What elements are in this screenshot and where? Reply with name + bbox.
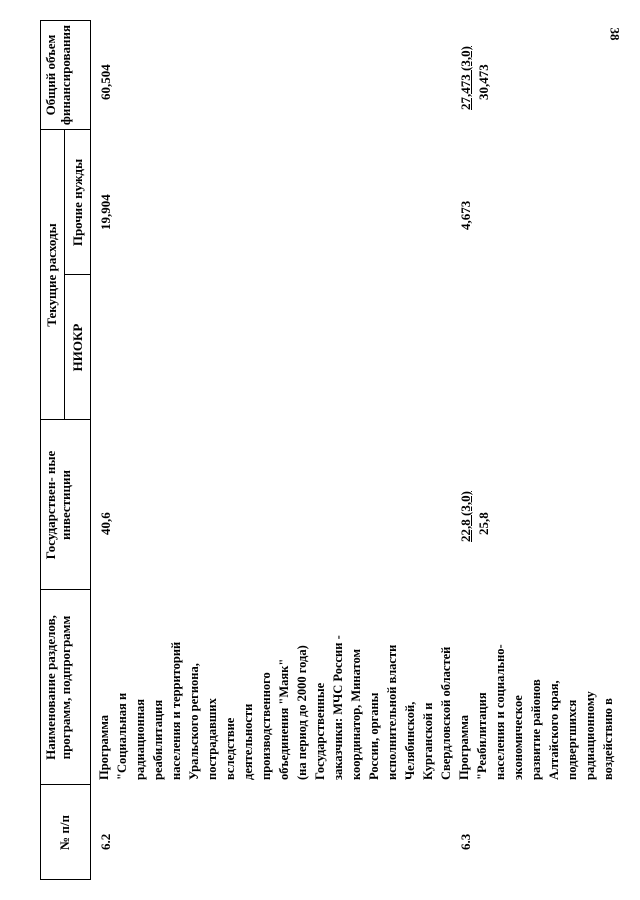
name-line: Государственные [313, 682, 327, 780]
row-6-3-name [455, 575, 617, 780]
header-total: Общий объем финансирования [43, 24, 73, 126]
row-6-2-invest: 40,6 [98, 512, 113, 535]
col-divider-3 [40, 589, 90, 590]
row-6-2-name [95, 575, 455, 780]
name-line: развитие районов [529, 679, 543, 780]
name-line: исполнительной власти [385, 644, 399, 780]
name-line: воздействию в [601, 698, 615, 780]
row-6-3-no: 6.3 [458, 833, 473, 850]
name-line: населения и территорий [169, 641, 183, 780]
row-6-3-total: 30,473 [476, 64, 491, 100]
header-current: Текущие расходы [44, 223, 59, 327]
header-name: Наименование разделов, программ, подпрограмм [43, 615, 73, 760]
header-invest: Государствен- ные инвестиции [43, 450, 73, 560]
row-6-3-total-underlined: 27,473 (3,0) [458, 46, 473, 110]
name-line: заказчики: МЧС России - [331, 635, 345, 780]
name-line: Алтайского края, [547, 680, 561, 780]
row-6-2-no: 6.2 [98, 833, 113, 850]
name-line: реабилитация [151, 699, 165, 780]
name-line: деятельности [241, 703, 255, 780]
col-divider-7 [40, 20, 90, 21]
name-line: (на период до 2000 года) [295, 645, 309, 780]
row-6-2-other: 19,904 [98, 194, 113, 230]
row-6-3-invest: 25,8 [476, 512, 491, 535]
current-expenses-divider [64, 130, 65, 420]
header-niokr: НИОКР [70, 323, 85, 372]
header-other: Прочие нужды [70, 158, 85, 247]
name-line: экономическое [511, 695, 525, 780]
name-line: Свердловской областей [439, 646, 453, 780]
name-line: объединения "Маяк" [277, 658, 291, 780]
name-line: "Социальная и [115, 692, 129, 780]
row-6-3-other: 4,673 [458, 200, 473, 230]
name-line: Курганской и [421, 702, 435, 780]
name-line: радиационному [583, 691, 597, 780]
header-no: № п/п [57, 815, 72, 850]
page-number: 38 [607, 27, 623, 41]
row-6-3-invest-underlined: 22,8 (3,0) [458, 491, 473, 542]
name-line: "Реабилитация [475, 692, 489, 780]
name-line: подвергшихся [565, 699, 579, 780]
name-line: Челябинской, [403, 701, 417, 780]
name-line: России, органы [367, 692, 381, 780]
name-line: вследствие [223, 717, 237, 780]
name-line: населения и социально- [493, 644, 507, 780]
header-bottom-line [90, 20, 91, 880]
name-line: пострадавших [205, 698, 219, 780]
name-line: Программа [97, 715, 111, 780]
name-line: производственного [259, 672, 273, 780]
table-border-top [40, 20, 41, 880]
name-line: Программа [457, 715, 471, 780]
name-line: координатор, Минатом [349, 648, 363, 780]
row-6-2-total: 60,504 [98, 64, 113, 100]
name-line: Уральского региона, [187, 663, 201, 780]
name-line: радиационная [133, 698, 147, 780]
